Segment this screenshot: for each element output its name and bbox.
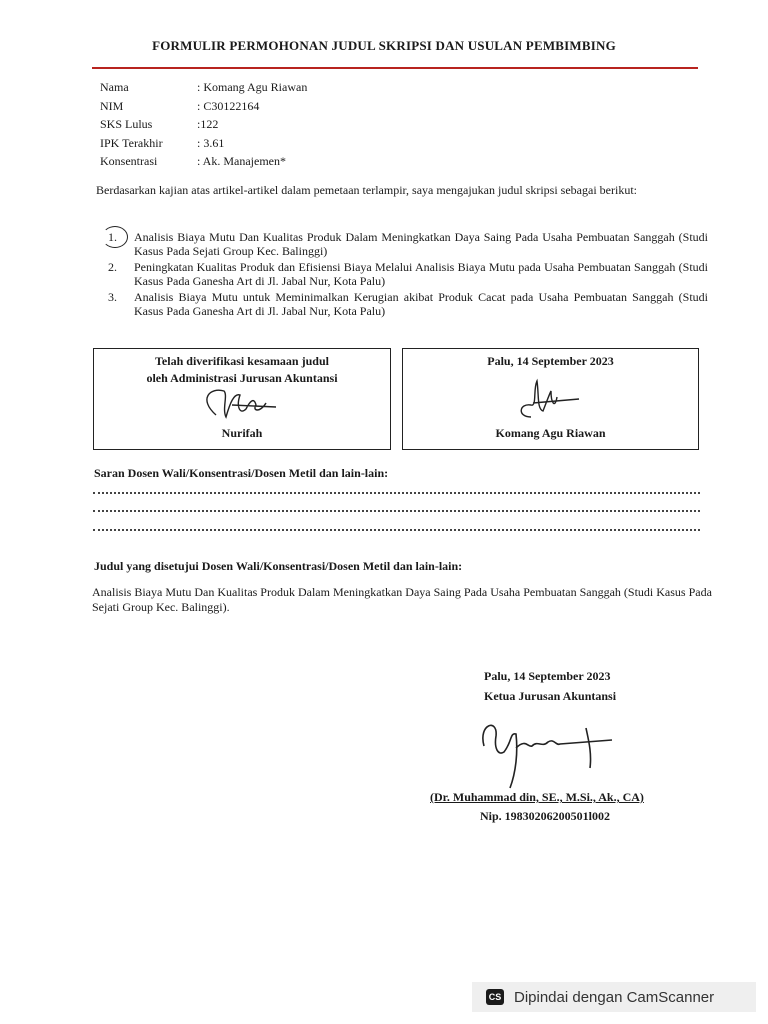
field-label: Konsentrasi	[100, 154, 158, 168]
signature-icon	[503, 377, 593, 425]
intro-paragraph: Berdasarkan kajian atas artikel-artikel dalam pemetaan terlampir, saya mengajukan judul skripsi sebagai berikut:	[96, 183, 637, 197]
field-row-nim	[100, 97, 307, 116]
head-sign-name: (Dr. Muhammad din, SE., M.Si., Ak., CA)	[430, 790, 644, 804]
verification-line-2: oleh Administrasi Jurusan Akuntansi	[146, 371, 338, 385]
proposed-titles-list	[108, 230, 708, 320]
verification-heading	[94, 353, 390, 387]
list-item	[108, 260, 708, 288]
field-value: : Ak. Manajemen*	[197, 154, 286, 168]
advice-line-1	[93, 492, 700, 494]
field-value: : 3.61	[197, 135, 225, 150]
signature-icon	[194, 385, 284, 431]
field-row-konsentrasi	[100, 152, 307, 171]
document-title: FORMULIR PERMOHONAN JUDUL SKRIPSI DAN USULAN PEMBIMBING	[152, 38, 616, 53]
field-label: Nama	[100, 80, 129, 94]
list-number: 2.	[108, 260, 117, 274]
head-sign-role: Ketua Jurusan Akuntansi	[484, 689, 617, 703]
signature-icon	[476, 712, 626, 802]
list-number: 3.	[108, 290, 117, 304]
field-value: : Komang Agu Riawan	[197, 80, 308, 94]
list-text: Analisis Biaya Mutu Dan Kualitas Produk Dalam Meningkatkan Daya Saing Pada Usaha Pembuatan Sanggah (Studi Kasus Pada Sejati Group Kec. Balinggi)	[134, 230, 708, 258]
field-label: NIM	[100, 98, 124, 113]
head-sign-nip: Nip. 19830206200501l002	[480, 809, 611, 823]
advice-line-3	[93, 529, 700, 531]
hand-drawn-circle-icon	[102, 226, 128, 248]
camscanner-text: Dipindai dengan CamScanner	[514, 988, 715, 1006]
list-text: Analisis Biaya Mutu untuk Meminimalkan Kerugian akibat Produk Cacat pada Usaha Pembuatan Sanggah (Studi Kasus Pada Ganesha Art di Jl. Jabal Nur, Kota Palu)	[134, 290, 708, 318]
verification-line-1: Telah diverifikasi kesamaan judul	[155, 354, 329, 368]
camscanner-badge	[472, 982, 756, 1012]
advice-line-2	[93, 510, 700, 512]
field-value: : C30122164	[197, 98, 260, 113]
student-info	[100, 78, 307, 171]
approved-title: Analisis Biaya Mutu Dan Kualitas Produk Dalam Meningkatkan Daya Saing Pada Usaha Pembuatan Sanggah (Studi Kasus Pada Sejati Group Kec. Balinggi).	[92, 585, 712, 614]
title-underline	[92, 67, 698, 69]
field-value: :122	[197, 117, 219, 131]
field-label: SKS Lulus	[100, 117, 153, 131]
applicant-box	[402, 348, 699, 450]
list-item	[108, 230, 708, 258]
verifier-name: Nurifah	[221, 426, 263, 440]
field-row-name	[100, 78, 307, 97]
list-item	[108, 290, 708, 318]
applicant-date: Palu, 14 September 2023	[487, 354, 614, 368]
field-row-ipk	[100, 134, 307, 153]
head-sign-date: Palu, 14 September 2023	[484, 669, 611, 683]
list-number-text: 1.	[108, 230, 117, 244]
field-row-sks	[100, 115, 307, 134]
applicant-name: Komang Agu Riawan	[495, 426, 606, 440]
advice-heading: Saran Dosen Wali/Konsentrasi/Dosen Metil dan lain-lain:	[94, 466, 389, 480]
field-label: IPK Terakhir	[100, 135, 163, 150]
verification-box	[93, 348, 391, 450]
approved-heading: Judul yang disetujui Dosen Wali/Konsentrasi/Dosen Metil dan lain-lain:	[94, 559, 463, 573]
camscanner-logo-icon: CS	[486, 989, 504, 1005]
list-number	[108, 230, 134, 258]
list-text: Peningkatan Kualitas Produk dan Efisiensi Biaya Melalui Analisis Biaya Mutu pada Usaha Pembuatan Sanggah (Studi Kasus Pada Ganesha Art di Jl. Jabal Nur, Kota Palu)	[134, 260, 708, 288]
